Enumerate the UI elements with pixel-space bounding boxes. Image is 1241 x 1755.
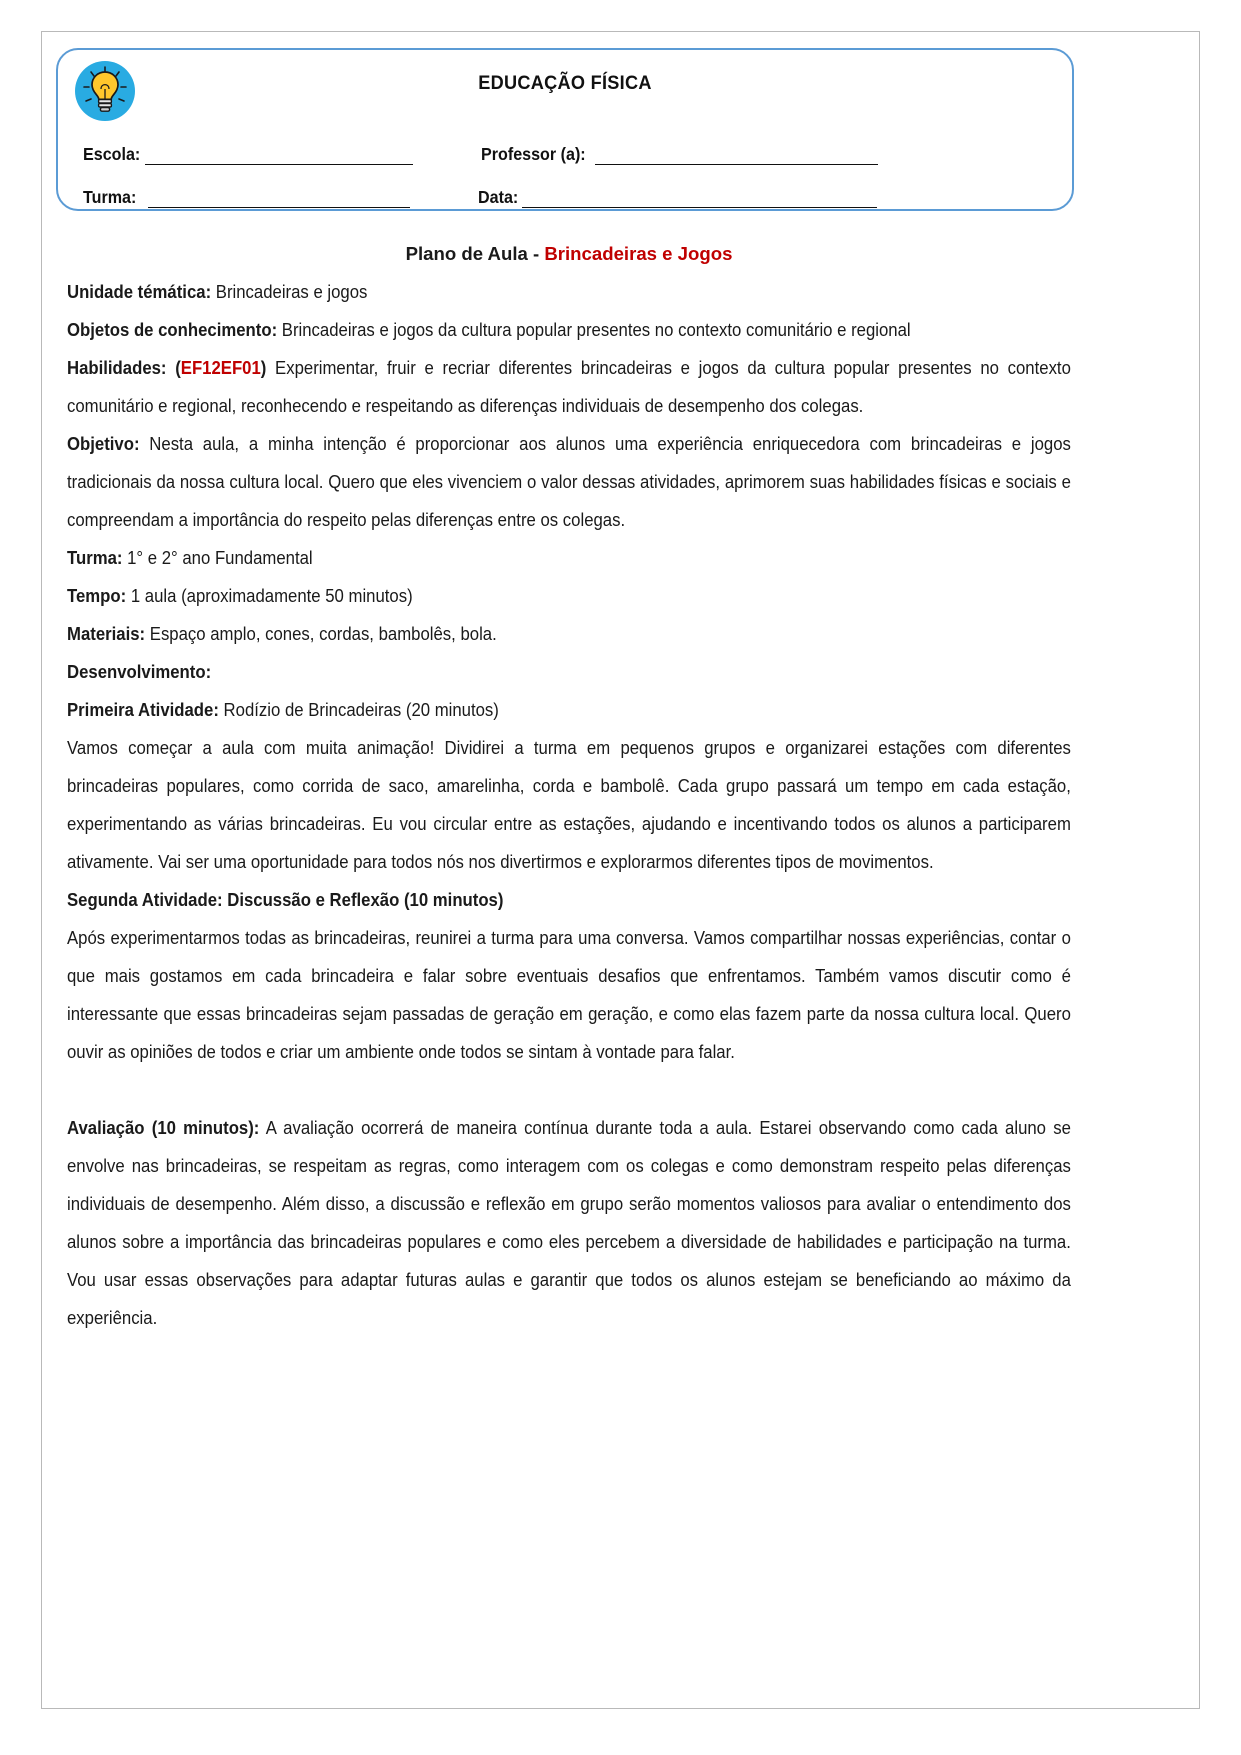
tempo-text: 1 aula (aproximadamente 50 minutos) [126, 585, 413, 606]
avaliacao-paragraph [67, 1109, 1071, 1337]
segunda-atividade-label: Segunda Atividade: Discussão e Reflexão (10 minutos) [67, 889, 504, 910]
turma-input-line[interactable] [148, 194, 410, 208]
desenvolvimento-line [67, 653, 1071, 691]
lesson-plan-title [67, 235, 1071, 273]
unidade-tematica-text: Brincadeiras e jogos [211, 281, 368, 302]
lesson-plan-title-highlight: Brincadeiras e Jogos [544, 243, 733, 264]
habilidades-text: Experimentar, fruir e recriar diferentes brincadeiras e jogos da cultura popular presentes no contexto comunitário e regional, reconhecendo e respeitando as diferenças individuais de desempenho dos colegas. [67, 357, 1071, 416]
objetos-conhecimento-line [67, 311, 1071, 349]
turma-field[interactable] [83, 187, 410, 208]
desenvolvimento-label: Desenvolvimento: [67, 661, 212, 682]
tempo-label: Tempo: [67, 585, 127, 606]
document-header [56, 48, 1074, 211]
professor-label: Professor (a): [481, 144, 586, 164]
escola-label: Escola: [83, 144, 141, 164]
turma-section-label: Turma: [67, 547, 123, 568]
avaliacao-text: A avaliação ocorrerá de maneira contínua durante toda a aula. Estarei observando como cada aluno se envolve nas brincadeiras, se respeitam as regras, como interagem com os colegas e como demonstram respeito pelas diferenças individuais de desempenho. Além disso, a discussão e reflexão em grupo serão momentos valiosos para avaliar o entendimento dos alunos sobre a importância das brincadeiras populares e como eles percebem a diversidade de habilidades e participação na turma. Vou usar essas observações para adaptar futuras aulas e garantir que todos os alunos estejam se beneficiando ao máximo da experiência. [67, 1117, 1071, 1328]
materiais-text: Espaço amplo, cones, cordas, bambolês, bola. [145, 623, 497, 644]
segunda-atividade-line [67, 881, 1071, 919]
segunda-atividade-paragraph: Após experimentarmos todas as brincadeiras, reunirei a turma para uma conversa. Vamos compartilhar nossas experiências, contar o que mais gostamos em cada brincadeira e falar sobre eventuais desafios que enfrentamos. Também vamos discutir como é interessante que essas brincadeiras sejam passadas de geração em geração, e como elas fazem parte da nossa cultura local. Quero ouvir as opiniões de todos e criar um ambiente onde todos se sintam à vontade para falar. [67, 927, 1071, 1062]
primeira-atividade-text: Rodízio de Brincadeiras (20 minutos) [218, 699, 499, 720]
paragraph-spacer [67, 1071, 1071, 1109]
habilidades-label: Habilidades: ( [67, 357, 181, 378]
avaliacao-label: Avaliação (10 minutos): [67, 1117, 260, 1138]
habilidades-code: EF12EF01 [180, 357, 261, 378]
escola-input-line[interactable] [145, 151, 413, 165]
turma-label: Turma: [83, 187, 137, 207]
primeira-atividade-label: Primeira Atividade: [67, 699, 219, 720]
data-label: Data: [478, 187, 519, 207]
document-page [41, 31, 1200, 1709]
materiais-line [67, 615, 1071, 653]
primeira-atividade-line [67, 691, 1071, 729]
primeira-atividade-paragraph: Vamos começar a aula com muita animação! Dividirei a turma em pequenos grupos e organizarei estações com diferentes brincadeiras populares, como corrida de saco, amarelinha, corda e bambolê. Cada grupo passará um tempo em cada estação, experimentando as várias brincadeiras. Eu vou circular entre as estações, ajudando e incentivando todos os alunos a participarem ativamente. Vai ser uma oportunidade para todos nós nos divertirmos e explorarmos diferentes tipos de movimentos. [67, 737, 1071, 872]
data-input-line[interactable] [522, 194, 877, 208]
materiais-label: Materiais: [67, 623, 146, 644]
habilidades-label-close: ) [260, 357, 267, 378]
objetivo-paragraph [67, 425, 1071, 539]
objetos-conhecimento-text: Brincadeiras e jogos da cultura popular presentes no contexto comunitário e regional [277, 319, 911, 340]
tempo-line [67, 577, 1071, 615]
document-body [67, 235, 1071, 1337]
turma-line [67, 539, 1071, 577]
header-field-row-2 [83, 187, 1054, 208]
page-title: EDUCAÇÃO FÍSICA [478, 72, 652, 94]
turma-section-text: 1° e 2° ano Fundamental [122, 547, 313, 568]
professor-field[interactable] [481, 144, 878, 165]
objetivo-text: Nesta aula, a minha intenção é proporcionar aos alunos uma experiência enriquecedora com brincadeiras e jogos tradicionais da nossa cultura local. Quero que eles vivenciem o valor dessas atividades, aprimorem suas habilidades físicas e sociais e compreendam a importância do respeito pelas diferenças entre os colegas. [67, 433, 1071, 530]
lesson-plan-title-prefix: Plano de Aula - [405, 243, 545, 264]
objetivo-label: Objetivo: [67, 433, 140, 454]
professor-input-line[interactable] [595, 151, 878, 165]
objetos-conhecimento-label: Objetos de conhecimento: [67, 319, 278, 340]
unidade-tematica-line [67, 273, 1071, 311]
escola-field[interactable] [83, 144, 413, 165]
data-field[interactable] [478, 187, 877, 208]
habilidades-paragraph [67, 349, 1071, 425]
unidade-tematica-label: Unidade témática: [67, 281, 212, 302]
header-field-row-1 [83, 144, 1054, 165]
